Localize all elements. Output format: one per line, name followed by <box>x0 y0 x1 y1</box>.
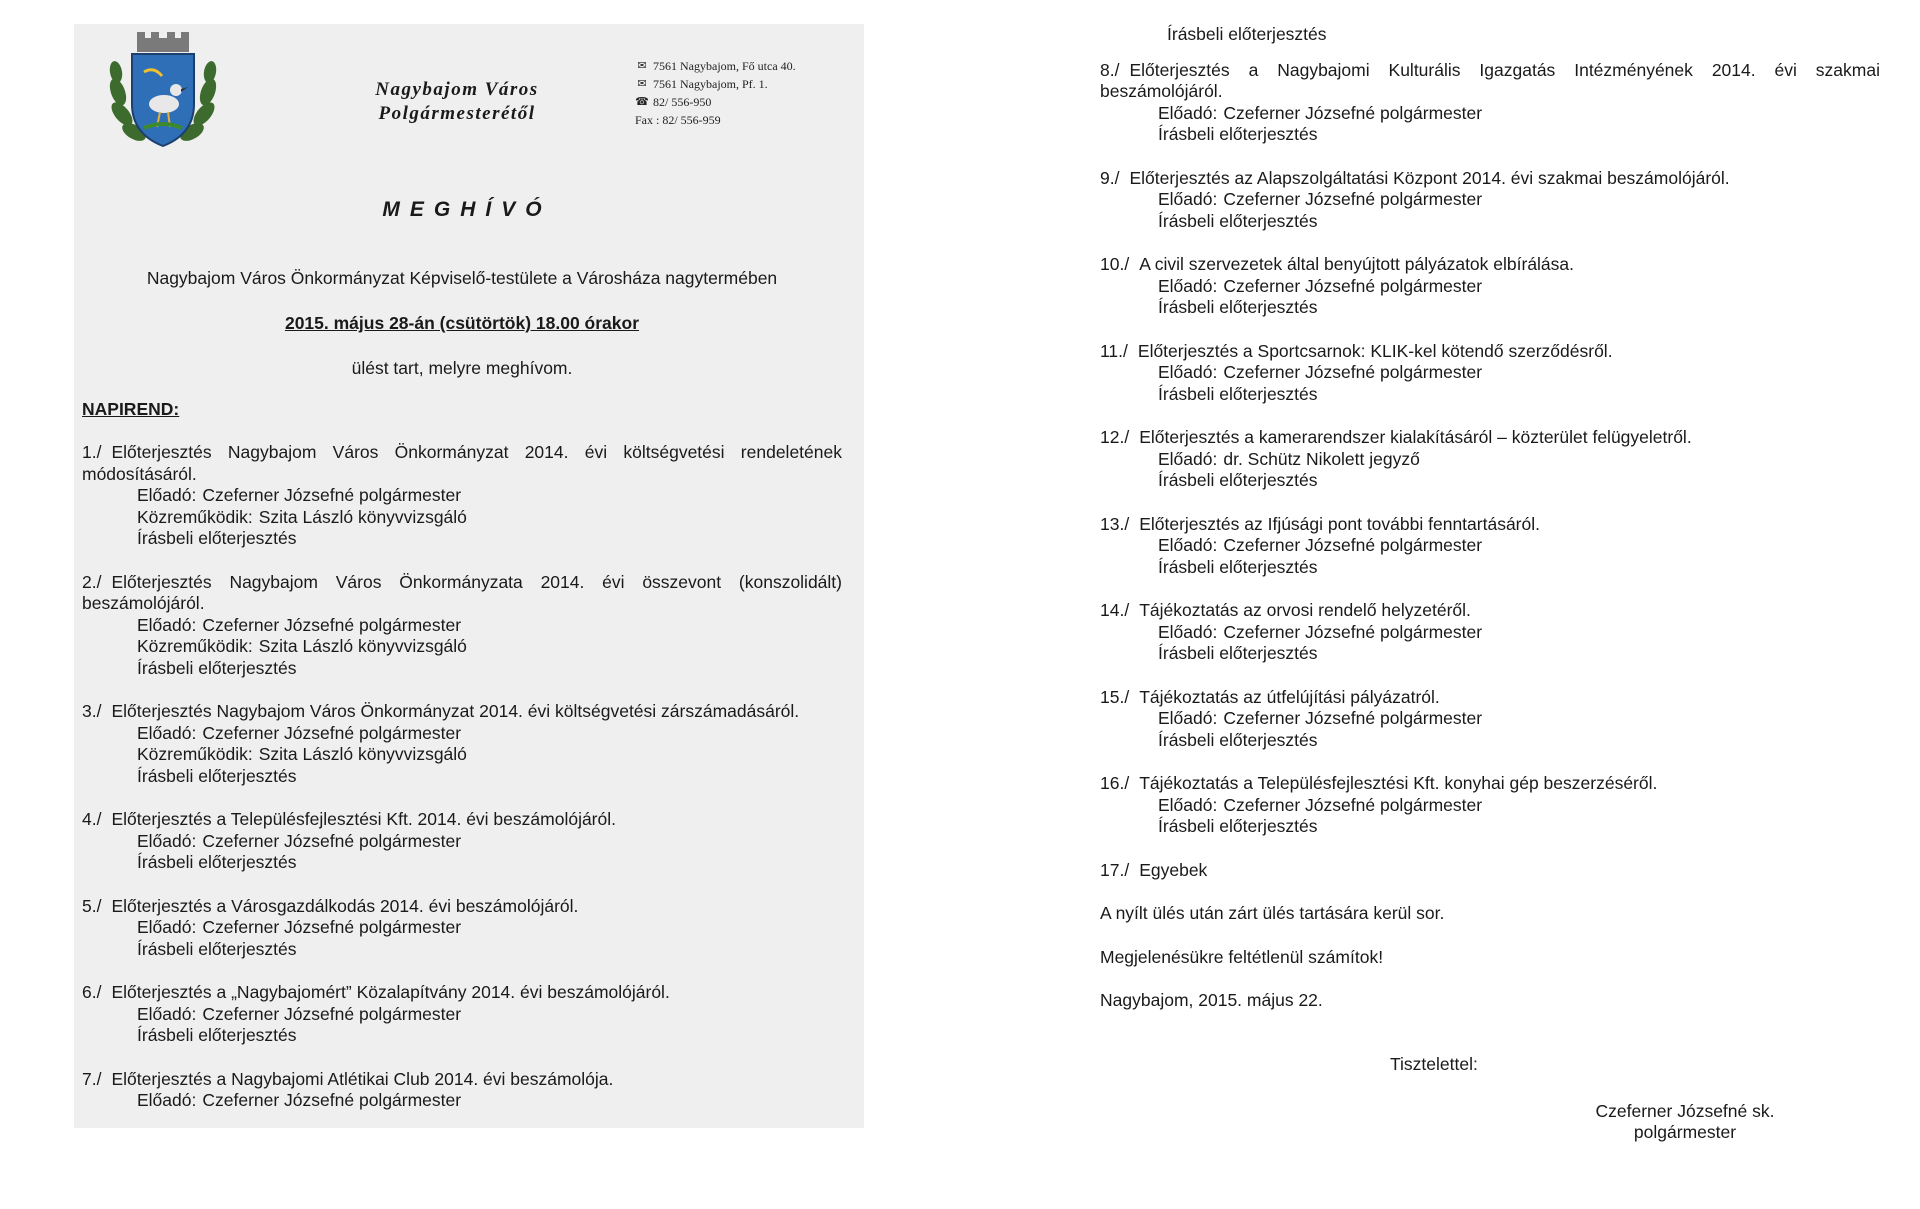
agenda-item <box>82 701 842 787</box>
detail-label: Előadó: <box>1158 189 1218 209</box>
agenda-item-text: Előterjesztés Nagybajom Város Önkormányzat 2014. évi költségvetési zárszámadásáról. <box>111 701 800 721</box>
contact-block <box>635 57 855 129</box>
agenda-item-detail <box>1100 730 1880 752</box>
agenda-item-text: Előterjesztés az Ifjúsági pont további fenntartásáról. <box>1139 513 1540 534</box>
contact-pobox <box>635 75 855 93</box>
agenda-item-title <box>1100 687 1880 709</box>
agenda-list-left <box>82 442 842 1112</box>
agenda-item-detail <box>1100 535 1880 557</box>
agenda-item-title <box>82 896 842 918</box>
agenda-item-title <box>1100 60 1880 103</box>
detail-label: Előadó: <box>1158 362 1218 382</box>
envelope-icon: ✉ <box>637 60 647 72</box>
agenda-item-title <box>82 1069 842 1091</box>
agenda-item-detail <box>82 831 842 853</box>
agenda-item-number: 4./ <box>82 809 102 829</box>
sender-block <box>342 78 572 126</box>
agenda-item <box>1100 514 1880 579</box>
agenda-item-text: Előterjesztés a Településfejlesztési Kft. 2014. évi beszámolójáról. <box>111 809 616 829</box>
agenda-item <box>1100 254 1880 319</box>
agenda-item-detail <box>82 485 842 507</box>
detail-value: Írásbeli előterjesztés <box>1158 643 1318 663</box>
detail-value: Írásbeli előterjesztés <box>1158 556 1318 577</box>
meeting-date: 2015. május 28-án (csütörtök) 18.00 órakor <box>284 313 640 333</box>
agenda-item-text: Tájékoztatás az útfelújítási pályázatról. <box>1139 686 1440 707</box>
signer-title: polgármester <box>1633 1121 1737 1142</box>
agenda-item-text: Előterjesztés Nagybajom Város Önkormányzat 2014. évi költségvetési rendeletének módosításáról. <box>82 442 842 484</box>
agenda-item-detail <box>82 744 842 766</box>
intro-text: Nagybajom Város Önkormányzat Képviselő-testülete a Városháza nagytermében <box>146 268 778 288</box>
agenda-item-number: 6./ <box>82 982 102 1002</box>
agenda-item-number: 5./ <box>82 895 102 916</box>
detail-value: Czeferner Józsefné polgármester <box>202 1090 462 1110</box>
contact-fax <box>635 111 855 129</box>
agenda-item-text: Előterjesztés az Alapszolgáltatási Központ 2014. évi szakmai beszámolójáról. <box>1129 167 1730 188</box>
detail-value: Írásbeli előterjesztés <box>1158 470 1318 490</box>
agenda-item-text: Tájékoztatás az orvosi rendelő helyzetéről. <box>1139 600 1471 620</box>
detail-value: Czeferner Józsefné polgármester <box>1223 275 1483 296</box>
agenda-item-number: 14./ <box>1100 600 1130 620</box>
agenda-item-title <box>1100 341 1880 363</box>
detail-label: Előadó: <box>137 830 197 851</box>
detail-value: Czeferner Józsefné polgármester <box>202 722 462 743</box>
agenda-item-title <box>1100 254 1880 276</box>
agenda-item-detail <box>82 1004 842 1026</box>
agenda-item <box>82 442 842 550</box>
agenda-item <box>1100 773 1880 838</box>
detail-value: Czeferner Józsefné polgármester <box>202 1003 462 1024</box>
agenda-item-detail <box>1100 362 1880 384</box>
agenda-item <box>82 572 842 680</box>
detail-value: Czeferner Józsefné polgármester <box>1223 794 1483 815</box>
detail-label: Előadó: <box>137 614 197 635</box>
detail-label: Előadó: <box>1158 535 1218 555</box>
agenda-item-detail <box>82 917 842 939</box>
agenda-item-title <box>82 442 842 485</box>
agenda-item-title <box>82 809 842 831</box>
agenda-item-number: 16./ <box>1100 773 1130 793</box>
agenda-item-title <box>82 572 842 615</box>
agenda-item-text: Egyebek <box>1139 859 1208 880</box>
contact-text: 7561 Nagybajom, Pf. 1. <box>653 77 768 91</box>
agenda-item-number: 1./ <box>82 442 102 462</box>
agenda-item <box>1100 341 1880 406</box>
agenda-item-detail <box>1100 622 1880 644</box>
agenda-item-text: Előterjesztés a Városgazdálkodás 2014. évi beszámolójáról. <box>111 895 579 916</box>
detail-label: Előadó: <box>1158 102 1218 123</box>
agenda-item-number: 2./ <box>82 571 102 592</box>
agenda-item-number: 3./ <box>82 701 102 721</box>
agenda-item-detail <box>82 723 842 745</box>
attendance-note: Megjelenésükre feltétlenül számítok! <box>1100 946 1384 967</box>
contact-text: Fax : 82/ 556-959 <box>635 113 721 127</box>
agenda-item-detail <box>1100 557 1880 579</box>
agenda-item-detail <box>82 658 842 680</box>
detail-label: Előadó: <box>1158 275 1218 296</box>
agenda-item-detail <box>1100 103 1880 125</box>
detail-value: dr. Schütz Nikolett jegyző <box>1223 448 1420 469</box>
agenda-item-number: 7./ <box>82 1068 102 1089</box>
agenda-item-detail <box>1100 211 1880 233</box>
detail-label: Előadó: <box>137 1090 197 1110</box>
agenda-item-detail <box>1100 470 1880 492</box>
agenda-item-detail <box>1100 297 1880 319</box>
agenda-item-number: 11./ <box>1100 340 1128 361</box>
agenda-item <box>82 1069 842 1112</box>
detail-label: Közreműködik: <box>137 744 253 764</box>
detail-label: Előadó: <box>137 1003 197 1024</box>
agenda-item-title <box>1100 773 1880 795</box>
detail-value: Czeferner Józsefné polgármester <box>1223 189 1483 209</box>
regards: Tisztelettel: <box>1390 1053 1478 1074</box>
signature-block <box>1100 1101 1880 1143</box>
document-title: MEGHÍVÓ <box>382 198 552 221</box>
agenda-item-title <box>82 701 842 723</box>
agenda-list-right <box>1100 60 1880 882</box>
agenda-item <box>1100 427 1880 492</box>
agenda-item-detail <box>1100 124 1880 146</box>
detail-label: Közreműködik: <box>137 506 253 527</box>
contact-text: 82/ 556-950 <box>653 95 712 109</box>
contact-text: 7561 Nagybajom, Fő utca 40. <box>653 59 796 73</box>
detail-value: Czeferner Józsefné polgármester <box>1223 362 1483 382</box>
letterhead <box>82 24 842 154</box>
agenda-item <box>1100 60 1880 146</box>
agenda-item-detail <box>82 528 842 550</box>
agenda-item-number: 9./ <box>1100 167 1120 188</box>
agenda-item-text: A civil szervezetek által benyújtott pályázatok elbírálása. <box>1139 254 1575 274</box>
agenda-item-text: Előterjesztés a Nagybajomi Atlétikai Club 2014. évi beszámolója. <box>111 1068 614 1089</box>
detail-value: Czeferner Józsefné polgármester <box>202 917 462 937</box>
agenda-item-title <box>1100 860 1880 882</box>
detail-value: Czeferner Józsefné polgármester <box>202 485 462 505</box>
agenda-item-detail <box>82 852 842 874</box>
detail-value: Írásbeli előterjesztés <box>1158 383 1318 404</box>
agenda-item-text: Előterjesztés a „Nagybajomért” Közalapítvány 2014. évi beszámolójáról. <box>111 982 670 1002</box>
agenda-item-detail <box>1100 189 1880 211</box>
closed-session-note: A nyílt ülés után zárt ülés tartására kerül sor. <box>1100 903 1445 923</box>
agenda-item-number: 13./ <box>1100 513 1130 534</box>
detail-label: Közreműködik: <box>137 636 253 656</box>
agenda-item-detail <box>1100 449 1880 471</box>
agenda-heading: NAPIREND: <box>82 399 180 419</box>
detail-label: Előadó: <box>1158 448 1218 469</box>
agenda-item-detail <box>1100 384 1880 406</box>
agenda-item-detail <box>1100 795 1880 817</box>
detail-value: Írásbeli előterjesztés <box>1158 729 1318 750</box>
detail-value: Czeferner Józsefné polgármester <box>1223 102 1483 123</box>
detail-value: Írásbeli előterjesztés <box>1158 210 1318 231</box>
agenda-item-number: 8./ <box>1100 59 1120 80</box>
sender-line-1: Nagybajom Város <box>375 79 539 100</box>
detail-value: Czeferner Józsefné polgármester <box>1223 535 1483 555</box>
agenda-item-detail <box>82 507 842 529</box>
agenda-item-detail <box>1100 816 1880 838</box>
agenda-item-detail <box>1100 708 1880 730</box>
invite-text: ülést tart, melyre meghívom. <box>351 358 573 378</box>
detail-value: Szita László könyvvizsgáló <box>258 636 467 656</box>
detail-value: Szita László könyvvizsgáló <box>258 744 467 764</box>
agenda-item-detail <box>82 939 842 961</box>
agenda-item <box>82 809 842 874</box>
detail-value: Írásbeli előterjesztés <box>137 528 297 548</box>
agenda-item-number: 15./ <box>1100 686 1130 707</box>
agenda-item-detail <box>1100 643 1880 665</box>
detail-label: Előadó: <box>1158 794 1218 815</box>
detail-label: Előadó: <box>137 917 197 937</box>
agenda-item <box>1100 860 1880 882</box>
detail-value: Czeferner Józsefné polgármester <box>1223 708 1483 728</box>
detail-value: Írásbeli előterjesztés <box>137 852 297 872</box>
detail-value: Írásbeli előterjesztés <box>137 657 297 678</box>
agenda-item <box>82 982 842 1047</box>
agenda-item-title <box>1100 427 1880 449</box>
detail-label: Előadó: <box>1158 708 1218 728</box>
signer-name: Czeferner Józsefné sk. <box>1595 1100 1775 1121</box>
detail-value: Írásbeli előterjesztés <box>1158 124 1318 144</box>
detail-label: Előadó: <box>137 722 197 743</box>
detail-value: Írásbeli előterjesztés <box>1158 816 1318 836</box>
place-date: Nagybajom, 2015. május 22. <box>1100 990 1323 1010</box>
envelope-icon: ✉ <box>637 78 647 90</box>
detail-value: Szita László könyvvizsgáló <box>258 506 467 527</box>
detail-value: Írásbeli előterjesztés <box>137 1025 297 1045</box>
agenda-item-number: 10./ <box>1100 254 1130 274</box>
phone-icon: ☎ <box>635 96 649 108</box>
detail-value: Írásbeli előterjesztés <box>137 765 297 786</box>
detail-value: Czeferner Józsefné polgármester <box>202 614 462 635</box>
agenda-item-text: Előterjesztés a kamerarendszer kialakításáról – közterület felügyeletről. <box>1139 427 1692 447</box>
detail-value: Czeferner Józsefné polgármester <box>1223 621 1483 642</box>
detail-label: Előadó: <box>137 485 197 505</box>
agenda-item-detail <box>82 615 842 637</box>
agenda-item-detail <box>82 1025 842 1047</box>
contact-address <box>635 57 855 75</box>
agenda-item-title <box>1100 168 1880 190</box>
agenda-item <box>1100 600 1880 665</box>
agenda-item <box>1100 168 1880 233</box>
agenda-item-number: 17./ <box>1100 859 1130 880</box>
agenda-item-detail <box>82 1090 842 1112</box>
agenda-item <box>82 896 842 961</box>
right-page <box>1100 0 1880 1209</box>
contact-phone <box>635 93 855 111</box>
agenda-item-detail <box>1100 276 1880 298</box>
sender-line-2: Polgármesterétől <box>378 103 536 124</box>
agenda-item-title <box>1100 514 1880 536</box>
detail-value: Írásbeli előterjesztés <box>137 938 297 959</box>
agenda-item-detail <box>82 766 842 788</box>
detail-value: Írásbeli előterjesztés <box>1158 297 1318 317</box>
agenda-item-title <box>1100 600 1880 622</box>
agenda-item <box>1100 687 1880 752</box>
agenda-item-title <box>82 982 842 1004</box>
coat-of-arms-icon <box>104 32 222 154</box>
agenda-item-detail <box>82 636 842 658</box>
agenda-item-number: 12./ <box>1100 427 1130 447</box>
detail-value: Czeferner Józsefné polgármester <box>202 830 462 851</box>
detail-label: Előadó: <box>1158 621 1218 642</box>
carry-over-line: Írásbeli előterjesztés <box>1167 24 1327 44</box>
agenda-item-text: Tájékoztatás a Településfejlesztési Kft. konyhai gép beszerzéséről. <box>1139 773 1658 793</box>
agenda-item-text: Előterjesztés Nagybajom Város Önkormányzata 2014. évi összevont (konszolidált) beszámolójáról. <box>82 571 842 613</box>
left-page <box>74 24 864 1128</box>
agenda-item-text: Előterjesztés a Nagybajomi Kulturális Igazgatás Intézményének 2014. évi szakmai beszámolójáról. <box>1100 59 1880 101</box>
agenda-item-text: Előterjesztés a Sportcsarnok: KLIK-kel kötendő szerződésről. <box>1137 340 1613 361</box>
